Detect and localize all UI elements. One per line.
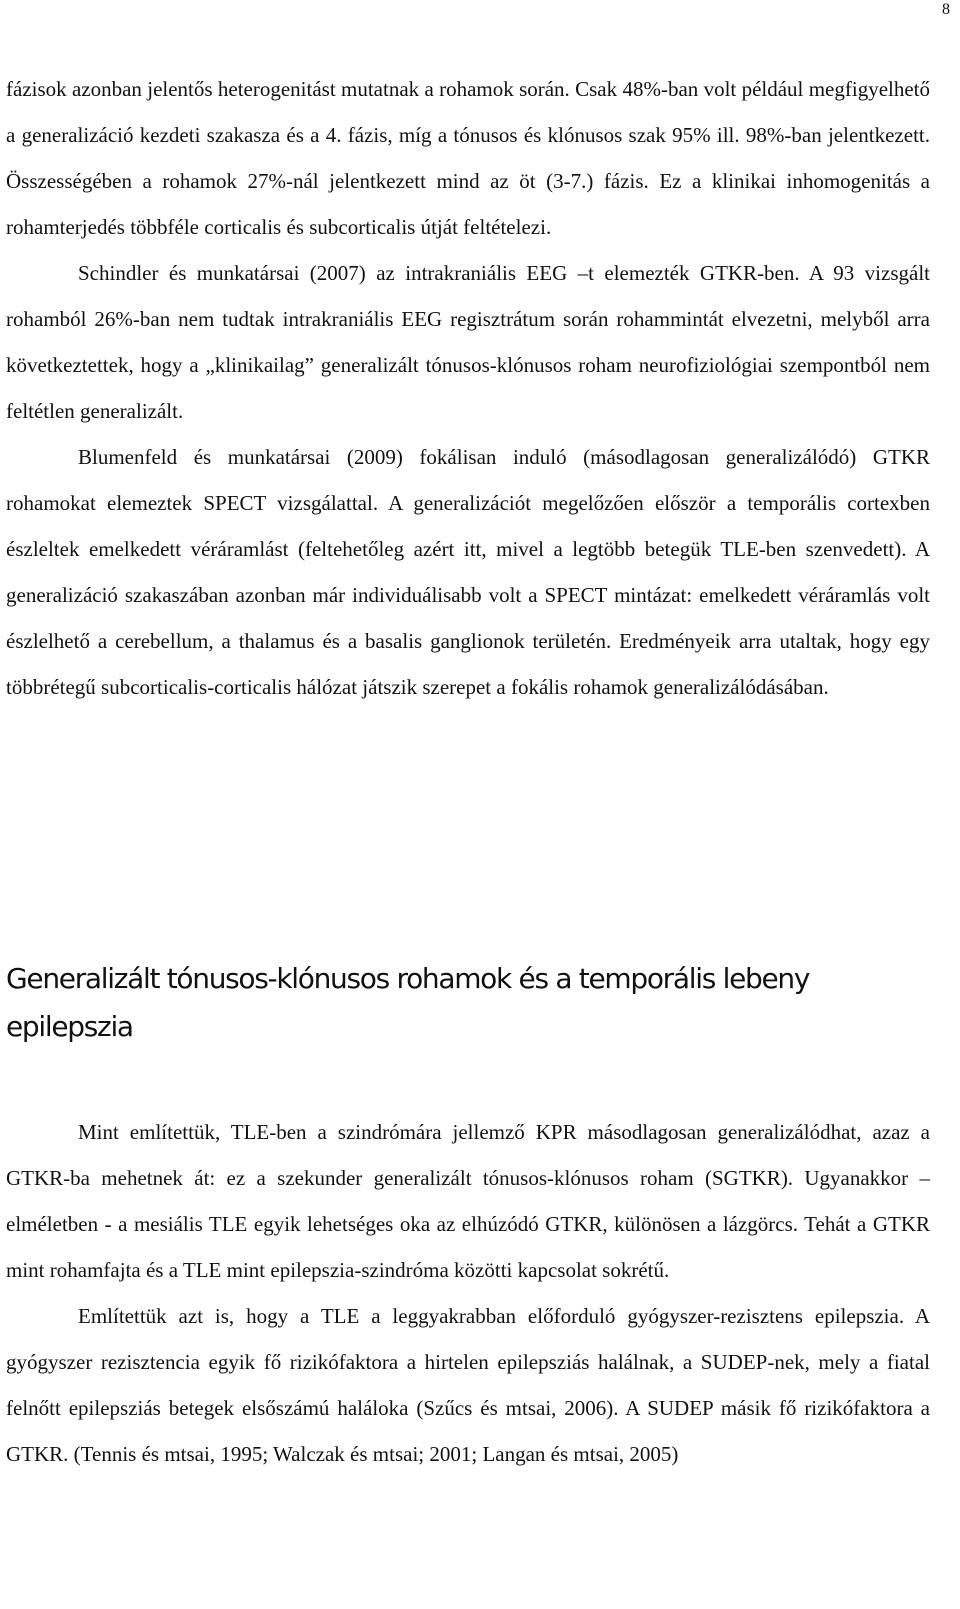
paragraph-phase-heterogeneity: fázisok azonban jelentős heterogenitást mutatnak a rohamok során. Csak 48%-ban volt például megfigyelhető a generalizáció kezdeti szakasza és a 4. fázis, míg a tónusos és klónusos szak 95% ill. 98%-ban jelentkezett. Összességében a rohamok 27%-nál jelentkezett mind az öt (3-7.) fázis. Ez a klinikai inhomogenitás a rohamterjedés többféle corticalis és subcorticalis útját feltételezi. bbox=[6, 77, 930, 239]
intro-section bbox=[6, 66, 930, 710]
section-heading: Generalizált tónusos-klónusos rohamok és a temporális lebeny epilepszia bbox=[6, 962, 810, 1043]
paragraph-tle-generalization: Mint említettük, TLE-ben a szindrómára jellemző KPR másodlagosan generalizálódhat, azaz a GTKR-ba mehetnek át: ez a szekunder generalizált tónusos-klónusos roham (SGTKR). Ugyanakkor – elméletben - a mesiális TLE egyik lehetséges oka az elhúzódó GTKR, különösen a lázgörcs. Tehát a GTKR mint rohamfajta és a TLE mint epilepszia-szindróma közötti kapcsolat sokrétű. bbox=[6, 1120, 930, 1282]
tle-section bbox=[6, 1109, 930, 1477]
paragraph-schindler: Schindler és munkatársai (2007) az intrakraniális EEG –t elemezték GTKR-ben. A 93 vizsgált rohamból 26%-ban nem tudtak intrakraniális EEG regisztrátum során rohammintát elvezetni, melyből arra következtettek, hogy a „klinikailag” generalizált tónusos-klónusos roham neurofiziológiai szempontból nem feltétlen generalizált. bbox=[6, 261, 930, 423]
paragraph-blumenfeld: Blumenfeld és munkatársai (2009) fokálisan induló (másodlagosan generalizálódó) GTKR rohamokat elemeztek SPECT vizsgálattal. A generalizációt megelőzően először a temporális cortexben észleltek emelkedett véráramlást (feltehetőleg azért itt, mivel a legtöbb betegük TLE-ben szenvedett). A generalizáció szakaszában azonban már individuálisabb volt a SPECT mintázat: emelkedett véráramlás volt észlelhető a cerebellum, a thalamus és a basalis ganglionok területén. Eredményeik arra utaltak, hogy egy többrétegű subcorticalis-corticalis hálózat játszik szerepet a fokális rohamok generalizálódásában. bbox=[6, 445, 930, 699]
paragraph-sudep: Említettük azt is, hogy a TLE a leggyakrabban előforduló gyógyszer-rezisztens epilepszia. A gyógyszer rezisztencia egyik fő rizikófaktora a hirtelen epilepsziás halálnak, a SUDEP-nek, mely a fiatal felnőtt epilepsziás betegek elsőszámú haláloka (Szűcs és mtsai, 2006). A SUDEP másik fő rizikófaktora a GTKR. (Tennis és mtsai, 1995; Walczak és mtsai; 2001; Langan és mtsai, 2005) bbox=[6, 1304, 930, 1466]
page-number: 8 bbox=[942, 1, 950, 18]
